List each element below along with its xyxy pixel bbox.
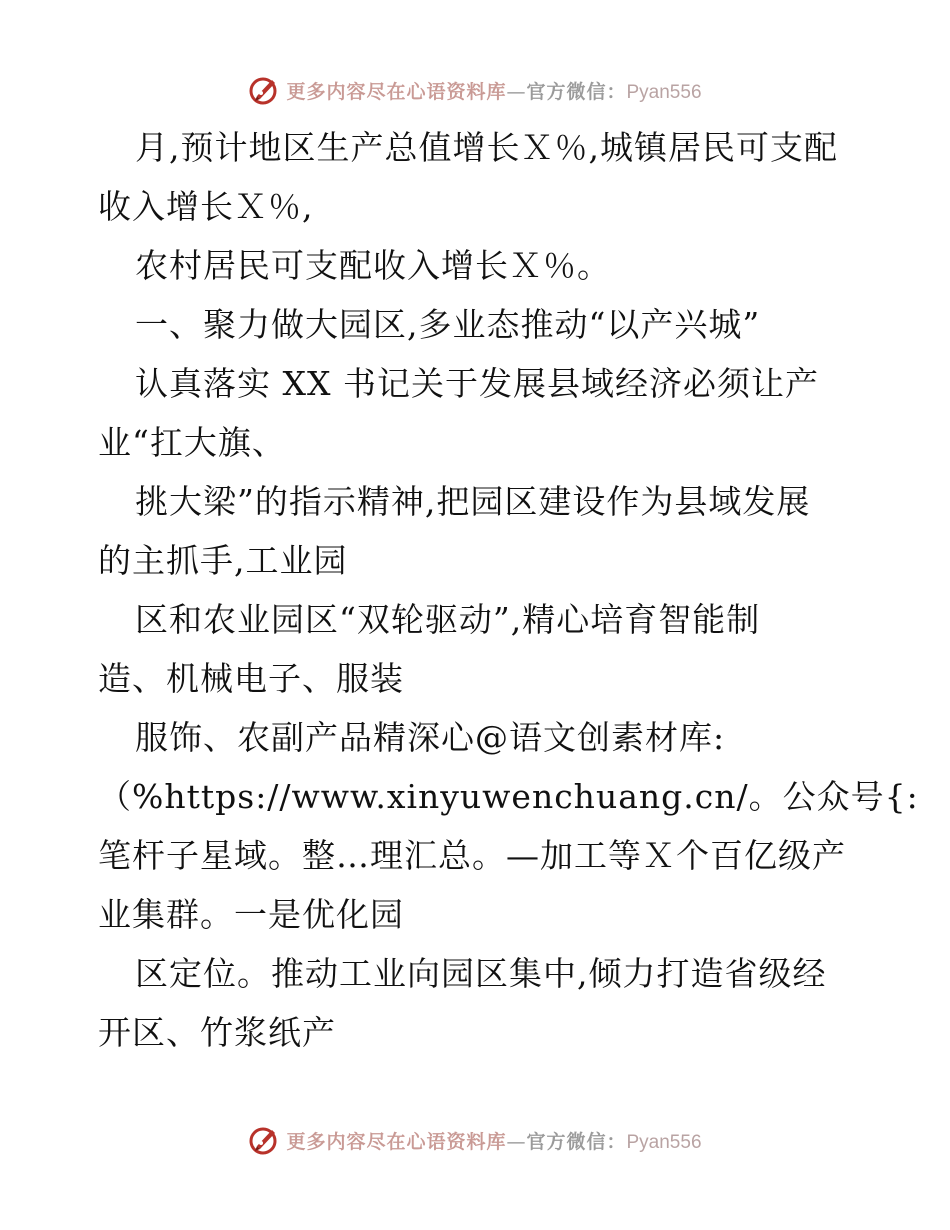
text-line: 收入增长Ｘ％, xyxy=(98,187,314,226)
section-heading: 一、聚力做大园区,多业态推动“以产兴城” xyxy=(135,305,761,344)
text-line: 业“扛大旗、 xyxy=(98,423,286,462)
text-line: 笔杆子星域。整…理汇总。—加工等Ｘ个百亿级产 xyxy=(98,836,846,875)
text-line: 服饰、农副产品精深心@语文创素材库: xyxy=(135,718,726,757)
pen-logo-icon xyxy=(248,1124,280,1156)
header-banner-dash: — xyxy=(506,80,527,103)
pen-logo-icon xyxy=(248,74,280,106)
header-banner-handle: Pyan556 xyxy=(626,81,702,103)
text-line: 开区、竹浆纸产 xyxy=(98,1013,336,1052)
footer-banner-handle: Pyan556 xyxy=(626,1131,702,1153)
text-line: 区和农业园区“双轮驱动”,精心培育智能制 xyxy=(135,600,761,639)
header-banner xyxy=(0,70,950,110)
text-line: 挑大梁”的指示精神,把园区建设作为县域发展 xyxy=(135,482,811,521)
text-line: 认真落实 XX 书记关于发展县域经济必须让产 xyxy=(135,364,819,403)
footer-banner-official: 官方微信： xyxy=(526,1130,627,1153)
text-line: 的主抓手,工业园 xyxy=(98,541,348,580)
header-banner-text xyxy=(286,77,701,104)
footer-banner-dash: — xyxy=(506,1130,527,1153)
footer-banner-text xyxy=(286,1127,701,1154)
header-banner-official: 官方微信： xyxy=(526,80,627,103)
url-line: （%https://www.xinyuwenchuang.cn/。公众号{: xyxy=(98,777,919,816)
header-banner-main: 更多内容尽在心语资料库 xyxy=(286,80,507,103)
footer-banner xyxy=(0,1120,950,1160)
text-line: 月,预计地区生产总值增长Ｘ％,城镇居民可支配 xyxy=(135,128,838,167)
text-line: 区定位。推动工业向园区集中,倾力打造省级经 xyxy=(135,954,827,993)
text-line: 业集群。一是优化园 xyxy=(98,895,404,934)
text-line: 农村居民可支配收入增长Ｘ％。 xyxy=(135,246,611,285)
document-body xyxy=(98,118,919,1062)
text-line: 造、机械电子、服装 xyxy=(98,659,404,698)
footer-banner-main: 更多内容尽在心语资料库 xyxy=(286,1130,507,1153)
